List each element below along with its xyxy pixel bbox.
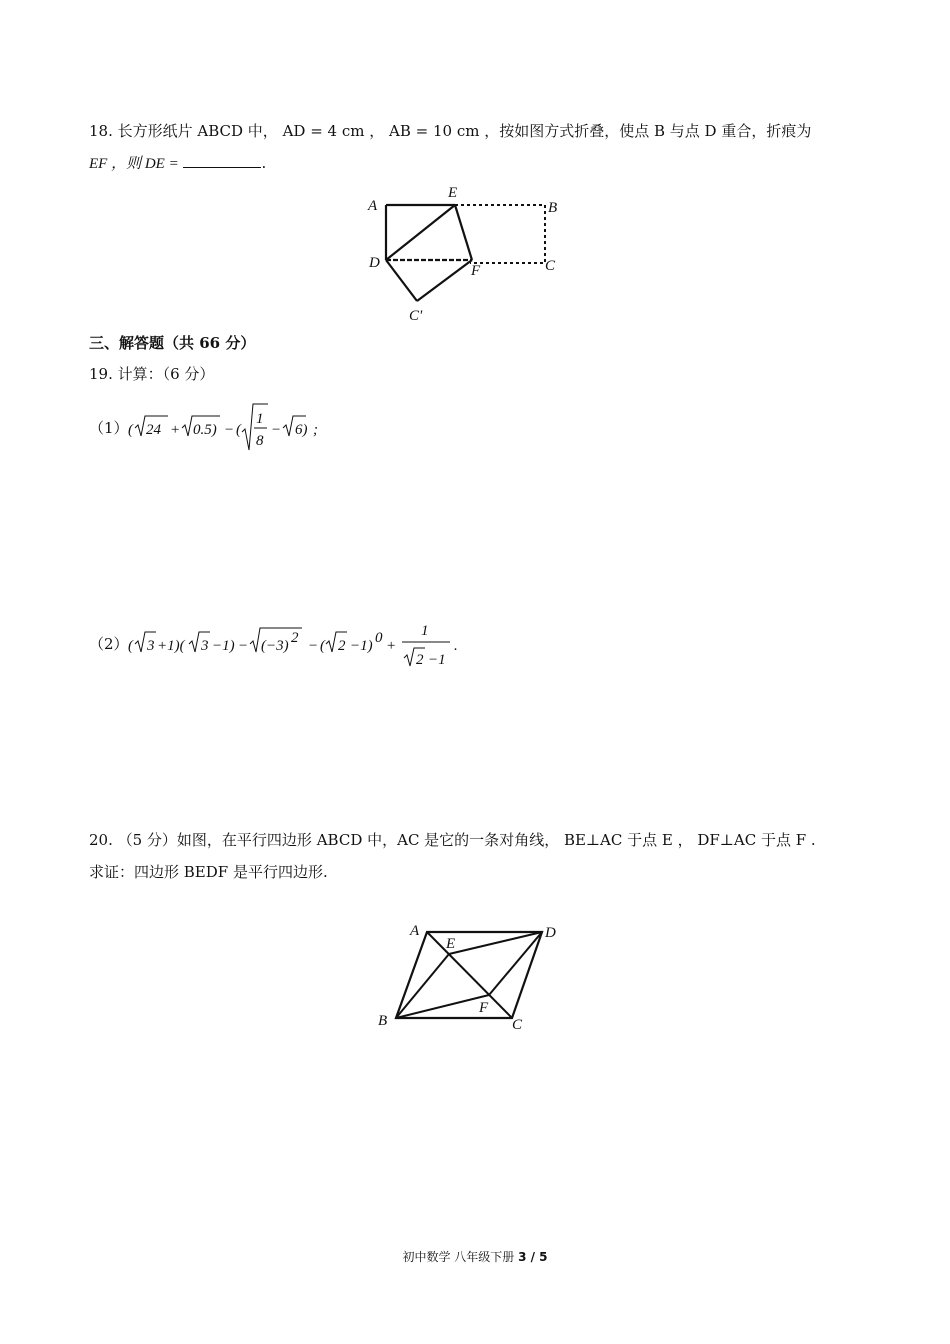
q18-line2-pre: EF ，则 DE = [89, 156, 179, 172]
q19-p1-label: （1） [89, 419, 129, 437]
svg-text:−: − [224, 422, 235, 438]
edge-EF [455, 205, 472, 260]
label-A: A [368, 198, 378, 214]
segment-ED [449, 932, 542, 954]
svg-text:(: ( [236, 422, 241, 438]
label-C: C [545, 258, 556, 274]
svg-text:2: 2 [338, 638, 346, 654]
label-C: C [512, 1017, 523, 1033]
svg-text:−1: −1 [428, 652, 446, 668]
q18-line2-post: . [261, 154, 267, 172]
svg-text:6): 6) [295, 422, 308, 438]
segment-DF [489, 932, 542, 995]
svg-text:+1)(: +1)( [157, 638, 185, 654]
label-F: F [471, 263, 481, 279]
svg-text:0: 0 [375, 630, 383, 646]
q20-line1: 20. （5 分）如图，在平行四边形 ABCD 中，AC 是它的一条对角线， BE⊥AC 于点 E ， DF⊥AC 于点 F . [89, 831, 816, 849]
svg-text:2: 2 [416, 652, 424, 668]
svg-text:+: + [386, 638, 397, 654]
svg-text:24: 24 [146, 422, 161, 438]
q19-p2-label: （2） [89, 635, 129, 653]
svg-text:;: ; [313, 422, 318, 438]
footer-text: 初中数学 八年级下册 [402, 1250, 519, 1264]
svg-text:(: ( [128, 422, 133, 438]
q19-expression-2 [128, 618, 468, 672]
label-F: F [479, 1000, 489, 1016]
dashed-rectangle [455, 205, 545, 263]
svg-text:(: ( [128, 638, 133, 654]
svg-text:−1): −1) [350, 638, 373, 654]
edge-DE [386, 205, 455, 260]
svg-text:0.5): 0.5) [193, 422, 217, 438]
label-D: D [369, 255, 380, 271]
q20-line2: 求证：四边形 BEDF 是平行四边形. [89, 863, 328, 881]
svg-text:+: + [170, 422, 181, 438]
segment-BE [396, 954, 449, 1018]
svg-text:−: − [308, 638, 319, 654]
svg-text:3: 3 [201, 638, 209, 654]
svg-text:1: 1 [421, 623, 429, 639]
svg-text:3: 3 [147, 638, 155, 654]
label-B: B [548, 200, 558, 216]
svg-text:.: . [454, 638, 458, 654]
label-E: E [448, 185, 458, 201]
svg-text:−: − [238, 638, 249, 654]
svg-text:(: ( [320, 638, 325, 654]
q18-line1: 18. 长方形纸片 ABCD 中， AD = 4 cm ， AB = 10 cm ，按如图方式折叠，使点 B 与点 D 重合，折痕为 [89, 122, 812, 140]
edge-CpF [417, 260, 472, 301]
label-E: E [446, 936, 456, 952]
q19-expression-1 [128, 400, 338, 456]
q18-figure [360, 180, 580, 330]
label-A: A [410, 923, 420, 939]
svg-text:(−3): (−3) [261, 638, 289, 654]
q20-figure [370, 915, 570, 1040]
segment-BF [396, 995, 489, 1018]
page-footer [0, 1248, 950, 1265]
section3-heading: 三、解答题（共 66 分） [89, 334, 256, 352]
svg-text:8: 8 [256, 433, 264, 449]
diagonal-AC [427, 932, 512, 1018]
page-number: 3 / 5 [518, 1250, 548, 1264]
label-B: B [378, 1013, 388, 1029]
answer-blank [183, 153, 261, 168]
q18-line2 [89, 153, 266, 174]
label-Cp: C' [409, 308, 423, 324]
label-D: D [545, 925, 556, 941]
svg-text:−1): −1) [212, 638, 235, 654]
svg-text:2: 2 [291, 630, 299, 646]
edge-DCp [386, 260, 417, 301]
q19-title: 19. 计算：（6 分） [89, 365, 215, 383]
svg-text:1: 1 [256, 411, 264, 427]
svg-text:−: − [271, 422, 282, 438]
